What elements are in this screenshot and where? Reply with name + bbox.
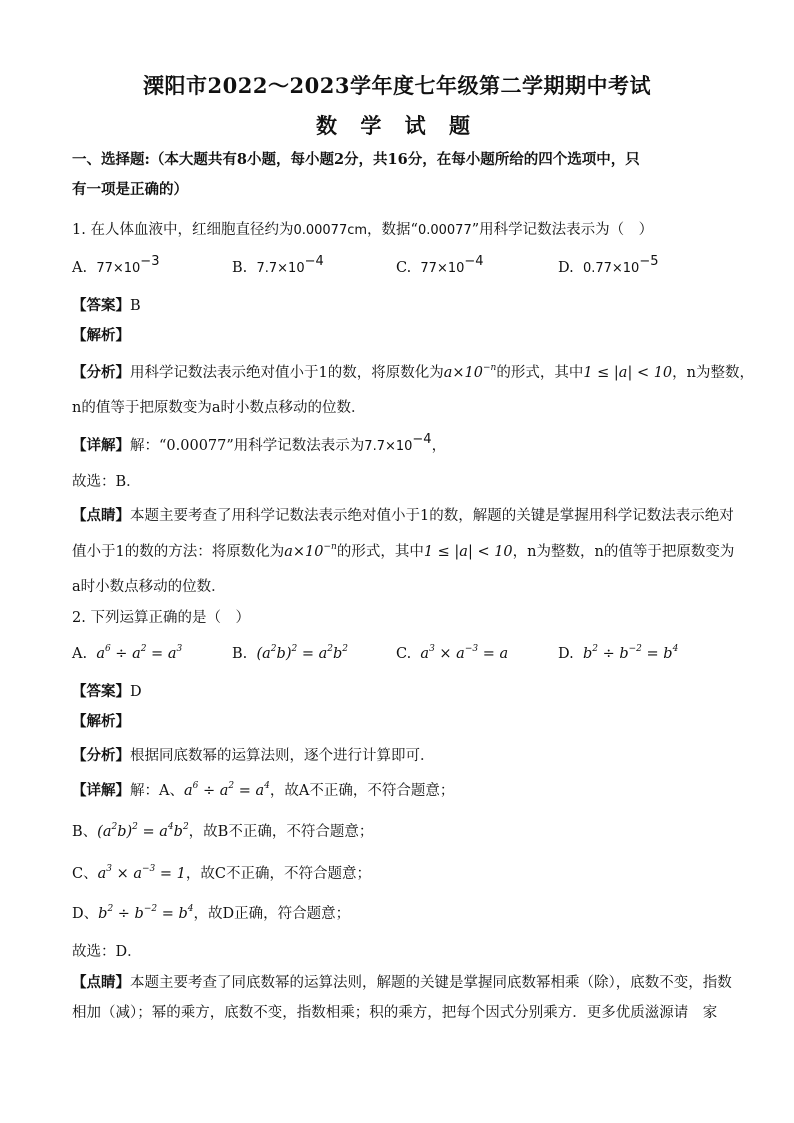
q1-dianjing-expr: a×10 (284, 544, 324, 560)
q1-xiangjie-value: 7.7×10 (364, 439, 413, 454)
q1-answer-value: B (130, 298, 141, 314)
q1-xiangjie-text: 解：“0.00077”用科学记数法表示为 (130, 438, 365, 454)
q2-analysis-tag: 【解析】 (72, 713, 130, 730)
q1-fenxi-text1: 用科学记数法表示绝对值小于1的数，将原数化为 (130, 365, 444, 381)
q1-stem-b: ，数据“ (367, 222, 418, 238)
q2-option-b-label: B. (232, 646, 248, 662)
q2-stem: 2. 下列运算正确的是（ ） (72, 610, 250, 626)
q1-option-a (72, 254, 160, 276)
q1-option-a-label: A. (72, 260, 88, 276)
q1-dianjing-line1 (72, 506, 734, 526)
q1-xiangjie-exp: −4 (412, 432, 432, 447)
q1-option-b (232, 254, 324, 276)
q2-fenxi (72, 746, 722, 766)
q1-fenxi-text3: ，n为整数， (672, 365, 754, 381)
q1-option-c-exp: −4 (464, 254, 484, 269)
q1-fenxi-line2: n的值等于把原数变为a时小数点移动的位数． (72, 400, 366, 416)
q1-dianjing-exp: −n (323, 542, 337, 552)
q1-fenxi-expr: a×10 (443, 365, 483, 381)
q2-fenxi-text: 根据同底数幂的运算法则，逐个进行计算即可． (130, 748, 435, 764)
q2-option-a-label: A. (72, 646, 88, 662)
q1-xiangjie-end: ， (431, 438, 447, 454)
q1-dianjing-text2c: ，n为整数，n的值等于把原数变为 (512, 544, 735, 560)
q1-answer-tag: 【答案】 (72, 297, 130, 314)
q1-xiangjie-tag: 【详解】 (72, 437, 130, 454)
q1-xiangjie (72, 432, 722, 457)
section-heading-line2: 有一项是正确的） (72, 181, 188, 198)
q2-xiangjie-d: D、$b^2 \div b^{-2} = b^4$，故D正确，符合题意； (72, 904, 351, 922)
q2-xiangjie-a-prefix: 解：A、 (130, 783, 184, 799)
q2-answer (72, 682, 722, 702)
q1-fenxi-line1 (72, 363, 754, 383)
q1-stem-value2: 0.00077 (417, 223, 472, 238)
q2-xiangjie-b-suffix: ，故B不正确，不符合题意； (188, 824, 374, 840)
q1-option-c-label: C. (396, 260, 412, 276)
q2-choose: 故选：D． (72, 944, 142, 960)
q2-xiangjie-c-prefix: C、 (72, 866, 98, 882)
q1-choose: 故选：B． (72, 474, 141, 490)
q2-xiangjie-b: B、$(a^2b)^2 = a^4b^2$，故B不正确，不符合题意； (72, 822, 374, 840)
q1-answer (72, 296, 722, 316)
q1-option-d-label: D. (558, 260, 574, 276)
q2-option-b: B. $(a^2b)^2 = a^2b^2$ (232, 644, 348, 662)
q2-dianjing-text1: 本题主要考查了同底数幂的运算法则，解题的关键是掌握同底数幂相乘（除），底数不变，指数 (130, 975, 732, 991)
q2-answer-tag: 【答案】 (72, 683, 130, 700)
q1-option-c-value: 77×10 (420, 261, 465, 276)
q2-option-c-label: C. (396, 646, 412, 662)
q1-fenxi-text2: 的形式，其中 (496, 365, 584, 381)
q1-stem-c: ”用科学记数法表示为（ ） (471, 222, 654, 238)
q2-answer-value: D (130, 684, 142, 700)
q1-option-b-exp: −4 (304, 254, 324, 269)
q1-option-a-exp: −3 (140, 254, 160, 269)
q2-dianjing-line2: 相加（减）；幂的乘方，底数不变，指数相乘；积的乘方，把每个因式分别乘方．更多优质滋源请 家 (72, 1005, 718, 1021)
q1-dianjing-line2 (72, 542, 735, 562)
q2-xiangjie-c: C、$a^3 \times a^{-3} = 1$，故C不正确，不符合题意； (72, 864, 371, 882)
q2-fenxi-tag: 【分析】 (72, 747, 130, 764)
exam-subtitle: 数 学 试 题 (316, 113, 478, 138)
q1-dianjing-text1: 本题主要考查了用科学记数法表示绝对值小于1的数，解题的关键是掌握用科学记数法表示绝对 (130, 508, 734, 524)
q1-fenxi-tag: 【分析】 (72, 364, 130, 381)
q2-option-d: D. $b^2 \div b^{-2} = b^4$ (558, 644, 679, 662)
q1-option-d-exp: −5 (639, 254, 659, 269)
q2-xiangjie-a: 【详解】解：A、$a^6 \div a^2 = a^4$，故A不正确，不符合题意； (72, 781, 455, 799)
q1-option-d-value: 0.77×10 (582, 261, 640, 276)
q2-xiangjie-tag: 【详解】 (72, 782, 130, 799)
q1-option-a-value: 77×10 (96, 261, 141, 276)
q2-option-d-label: D. (558, 646, 574, 662)
q2-xiangjie-d-prefix: D、 (72, 906, 99, 922)
q2-dianjing-line1 (72, 973, 732, 993)
q2-option-c: C. $a^3 \times a^{-3} = a$ (396, 644, 509, 662)
exam-title: 溧阳市2022～2023学年度七年级第二学期期中考试 (143, 73, 651, 98)
q1-fenxi-exp: −n (482, 363, 497, 373)
q1-dianjing-range: 1 ≤ |a| < 10 (423, 544, 513, 560)
q1-option-b-label: B. (232, 260, 248, 276)
q1-option-b-value: 7.7×10 (256, 261, 305, 276)
section-heading-line1: 一、选择题:（本大题共有8小题，每小题2分，共16分，在每小题所给的四个选项中，只 (72, 151, 640, 168)
q1-option-d (558, 254, 659, 276)
q2-dianjing-tag: 【点睛】 (72, 974, 130, 991)
q1-stem-a: 1. 在人体血液中，红细胞直径约为 (72, 222, 294, 238)
q2-option-a: A. $a^6 \div a^2 = a^3$ (72, 644, 183, 662)
q1-analysis-tag: 【解析】 (72, 327, 130, 344)
q1-dianjing-tag: 【点睛】 (72, 507, 130, 524)
q2-xiangjie-d-suffix: ，故D正确，符合题意； (193, 906, 351, 922)
q1-stem (72, 220, 722, 241)
q1-option-c (396, 254, 484, 276)
q1-dianjing-line3: a时小数点移动的位数． (72, 579, 226, 595)
q1-dianjing-text2b: 的形式，其中 (336, 544, 424, 560)
q1-stem-value: 0.00077cm (293, 223, 368, 238)
q1-fenxi-range: 1 ≤ |a| < 10 (583, 365, 673, 381)
q2-xiangjie-b-prefix: B、 (72, 824, 98, 840)
q2-xiangjie-c-suffix: ，故C不正确，不符合题意； (185, 866, 371, 882)
q1-dianjing-text2a: 值小于1的数的方法：将原数化为 (72, 544, 285, 560)
q2-xiangjie-a-suffix: ，故A不正确，不符合题意； (269, 783, 455, 799)
